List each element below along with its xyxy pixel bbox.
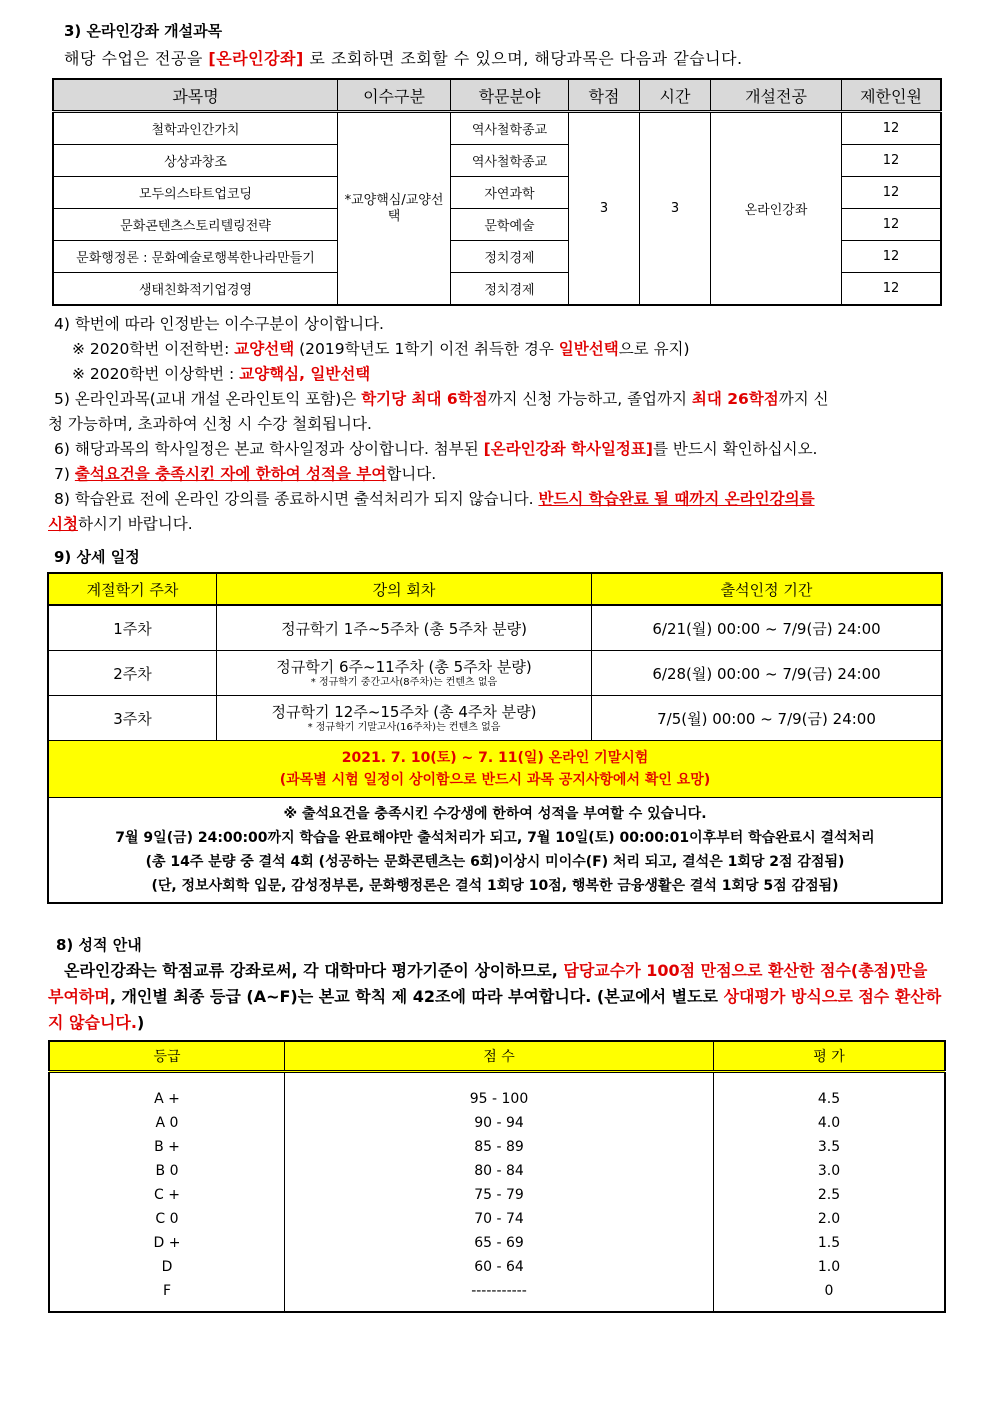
header-credit: 학점 — [569, 79, 640, 112]
note-4: 4) 학번에 따라 인정받는 이수구분이 상이합니다. — [54, 315, 384, 333]
course-limit: 12 — [842, 241, 942, 273]
intro-text-rest: 로 조회하면 조회할 수 있으며, 해당과목은 다음과 같습니다. — [303, 49, 743, 68]
note-highlight: 일반선택 — [558, 340, 619, 358]
intro-text: 해당 수업은 전공을 — [64, 49, 209, 68]
course-limit: 12 — [842, 145, 942, 177]
grade-cell: B 0 — [49, 1159, 285, 1183]
note-highlight: 시청 — [48, 515, 78, 533]
course-hours: 3 — [640, 112, 711, 306]
note-text: (2019학년도 1학기 이전 취득한 경우 — [294, 340, 559, 358]
grade-table-body — [49, 1072, 945, 1313]
table-row — [49, 1159, 945, 1183]
table-row — [48, 605, 942, 651]
course-field: 정치경제 — [451, 241, 569, 273]
note-text: 까지 신청 가능하고, 졸업까지 — [487, 390, 692, 408]
note-highlight: 반드시 학습완료 될 때까지 온라인강의를 — [538, 490, 815, 508]
table-row — [49, 1255, 945, 1279]
attendance-line: (총 14주 분량 중 결석 4회 (성공하는 문화콘텐츠는 6회)이상시 미이수(F) 처리 되고, 결석은 1회당 2점 감점됨) — [145, 854, 845, 870]
schedule-period: 6/28(월) 00:00 ~ 7/9(금) 24:00 — [592, 651, 943, 696]
table-row — [48, 696, 942, 741]
grade-cell: D — [49, 1255, 285, 1279]
score-cell: ----------- — [285, 1279, 714, 1312]
grade-cell: D + — [49, 1231, 285, 1255]
spacer-row — [49, 1072, 945, 1088]
exam-line-1: 2021. 7. 10(토) ~ 7. 11(일) 온라인 기말시험 — [341, 750, 649, 766]
lecture-note: * 정규학기 중간고사(8주차)는 컨텐츠 없음 — [310, 676, 498, 688]
spacer-cell — [49, 1072, 285, 1088]
course-table-header — [53, 79, 941, 112]
note-highlight: 교양핵심, 일반선택 — [239, 365, 371, 383]
grade-cell: C + — [49, 1183, 285, 1207]
score-cell: 90 - 94 — [285, 1111, 714, 1135]
course-limit: 12 — [842, 209, 942, 241]
course-name: 철학과인간가치 — [53, 112, 338, 145]
header-hours: 시간 — [640, 79, 711, 112]
grades-highlight: 담당교수가 100점 만점으로 환 — [563, 961, 784, 980]
schedule-week: 1주차 — [48, 605, 217, 651]
score-cell: 60 - 64 — [285, 1255, 714, 1279]
point-cell: 4.5 — [714, 1087, 946, 1111]
grade-table-header — [49, 1041, 945, 1072]
grade-cell: B + — [49, 1135, 285, 1159]
lecture-text: 정규학기 1주~5주차 (총 5주차 분량) — [281, 619, 527, 638]
course-category: *교양핵심/교양선택 — [338, 112, 451, 306]
table-row — [49, 1279, 945, 1312]
point-cell: 3.5 — [714, 1135, 946, 1159]
note-4a — [54, 337, 944, 362]
course-field: 자연과학 — [451, 177, 569, 209]
note-text: 까지 신 — [778, 390, 829, 408]
score-cell: 70 - 74 — [285, 1207, 714, 1231]
spacer-cell — [714, 1072, 946, 1088]
note-text: 6) 해당과목의 학사일정은 본교 학사일정과 상이합니다. 첨부된 — [54, 440, 484, 458]
schedule-lecture — [217, 651, 592, 696]
grades-text: 서 별도로 — [650, 987, 724, 1006]
header-limit: 제한인원 — [842, 79, 942, 112]
note-4b — [54, 362, 944, 387]
note-6 — [54, 437, 944, 462]
header-grade: 등급 — [49, 1041, 285, 1072]
schedule-lecture — [217, 696, 592, 741]
note-8 — [54, 487, 944, 512]
intro-highlight: [온라인강좌] — [208, 49, 304, 68]
table-row — [49, 1087, 945, 1111]
table-row — [49, 1207, 945, 1231]
header-lecture: 강의 회차 — [217, 573, 592, 605]
note-highlight: [온라인강좌 학사일정표] — [483, 440, 653, 458]
attendance-line: 7월 9일(금) 24:00:00까지 학습을 완료해야만 출석처리가 되고, 7월 10일(토) 00:00:01이후부터 학습완료시 결석처리 — [115, 830, 875, 846]
note-5-cont: 청 가능하며, 초과하여 신청 시 수강 철회됩니다. — [48, 415, 372, 433]
schedule-week: 3주차 — [48, 696, 217, 741]
point-cell: 3.0 — [714, 1159, 946, 1183]
point-cell: 2.5 — [714, 1183, 946, 1207]
grades-text: ) — [136, 1013, 145, 1032]
table-row — [49, 1183, 945, 1207]
score-cell: 95 - 100 — [285, 1087, 714, 1111]
note-text: 5) 온라인과목(교내 개설 온라인토익 포함)은 — [54, 390, 362, 408]
note-text: 7) — [54, 465, 75, 483]
score-cell: 85 - 89 — [285, 1135, 714, 1159]
header-major: 개설전공 — [711, 79, 842, 112]
schedule-period: 7/5(월) 00:00 ~ 7/9(금) 24:00 — [592, 696, 943, 741]
section-3-heading: 3) 온라인강좌 개설과목 — [64, 22, 223, 40]
table-row — [48, 651, 942, 696]
table-row — [49, 1231, 945, 1255]
course-credit: 3 — [569, 112, 640, 306]
grades-highlight: 상대평가 방식으로 점수 환산하지 않습니다. — [48, 987, 942, 1032]
point-cell: 2.0 — [714, 1207, 946, 1231]
note-text: 으로 유지) — [618, 340, 690, 358]
point-cell: 0 — [714, 1279, 946, 1312]
score-cell: 65 - 69 — [285, 1231, 714, 1255]
course-table — [52, 78, 942, 306]
score-cell: 75 - 79 — [285, 1183, 714, 1207]
exam-notice — [48, 741, 942, 798]
course-field: 역사철학종교 — [451, 145, 569, 177]
course-name: 상상과창조 — [53, 145, 338, 177]
course-field: 역사철학종교 — [451, 112, 569, 145]
grade-cell: A 0 — [49, 1111, 285, 1135]
schedule-week: 2주차 — [48, 651, 217, 696]
schedule-table — [47, 572, 943, 904]
grades-text: , 개인별 최종 등급 (A~F)는 본교 학칙 제 42조에 따라 부여합니다. (본교에 — [109, 987, 651, 1006]
course-name: 문화콘텐츠스토리텔링전략 — [53, 209, 338, 241]
note-5 — [54, 387, 944, 412]
note-7 — [54, 462, 944, 487]
grades-text: 온라인강좌는 학점교류 강좌로써, 각 대학마다 평가기준이 상이하므로, — [64, 961, 564, 980]
course-name: 모두의스타트업코딩 — [53, 177, 338, 209]
schedule-lecture — [217, 605, 592, 651]
point-cell: 1.0 — [714, 1255, 946, 1279]
grades-highlight: 산한 점수(총점)만을 부여하며 — [48, 961, 928, 1006]
note-highlight: 출석요건을 충족시킨 자에 한하여 성적을 부여 — [74, 465, 387, 483]
grades-paragraph — [48, 958, 944, 1036]
point-cell: 4.0 — [714, 1111, 946, 1135]
point-cell: 1.5 — [714, 1231, 946, 1255]
note-text: ※ 2020학번 이전학번: — [72, 340, 235, 358]
header-field: 학문분야 — [451, 79, 569, 112]
attendance-row — [48, 798, 942, 904]
course-limit: 12 — [842, 273, 942, 306]
exam-line-2: (과목별 시험 일정이 상이함으로 반드시 과목 공지사항에서 확인 요망) — [279, 772, 711, 788]
attendance-line: ※ 출석요건을 충족시킨 수강생에 한하여 성적을 부여할 수 있습니다. — [283, 806, 707, 822]
header-course-name: 과목명 — [53, 79, 338, 112]
course-major: 온라인강좌 — [711, 112, 842, 306]
table-row — [49, 1111, 945, 1135]
course-limit: 12 — [842, 177, 942, 209]
lecture-note: * 정규학기 기말고사(16주차)는 컨텐츠 없음 — [307, 721, 501, 733]
header-week: 계절학기 주차 — [48, 573, 217, 605]
schedule-table-header — [48, 573, 942, 605]
note-text: 합니다. — [386, 465, 437, 483]
note-highlight: 교양선택 — [234, 340, 295, 358]
lecture-text: 정규학기 12주~15주차 (총 4주차 분량) — [271, 702, 537, 721]
course-limit: 12 — [842, 112, 942, 145]
header-category: 이수구분 — [338, 79, 451, 112]
note-text: 를 반드시 확인하십시오. — [652, 440, 818, 458]
notes-block — [48, 312, 944, 537]
spacer-cell — [285, 1072, 714, 1088]
grade-cell: A + — [49, 1087, 285, 1111]
header-point: 평 가 — [714, 1041, 946, 1072]
note-text: 8) 학습완료 전에 온라인 강의를 종료하시면 출석처리가 되지 않습니다. — [54, 490, 539, 508]
course-name: 문화행정론 : 문화예술로행복한나라만들기 — [53, 241, 338, 273]
note-highlight: 학기당 최대 6학점 — [361, 390, 488, 408]
grade-table — [48, 1040, 946, 1313]
table-row — [53, 112, 941, 145]
grade-cell: C 0 — [49, 1207, 285, 1231]
note-8-cont — [48, 512, 944, 537]
schedule-period: 6/21(월) 00:00 ~ 7/9(금) 24:00 — [592, 605, 943, 651]
attendance-line: (단, 정보사회학 입문, 감성정부론, 문화행정론은 결석 1회당 10점, 행복한 금융생활은 결석 1회당 5점 감점됨) — [151, 878, 839, 894]
lecture-text: 정규학기 6주~11주차 (총 5주차 분량) — [276, 657, 532, 676]
attendance-notice — [48, 798, 942, 904]
exam-row — [48, 741, 942, 798]
note-highlight: 최대 26학점 — [691, 390, 779, 408]
note-text: 하시기 바랍니다. — [77, 515, 193, 533]
grades-heading: 8) 성적 안내 — [56, 936, 142, 954]
header-period: 출석인정 기간 — [592, 573, 943, 605]
course-name: 생태친화적기업경영 — [53, 273, 338, 306]
score-cell: 80 - 84 — [285, 1159, 714, 1183]
course-field: 문학예술 — [451, 209, 569, 241]
header-score: 점 수 — [285, 1041, 714, 1072]
schedule-heading: 9) 상세 일정 — [54, 548, 140, 566]
note-text: ※ 2020학번 이상학번 : — [72, 365, 240, 383]
table-row — [49, 1135, 945, 1159]
course-field: 정치경제 — [451, 273, 569, 306]
grade-cell: F — [49, 1279, 285, 1312]
section-3-intro — [64, 46, 743, 69]
